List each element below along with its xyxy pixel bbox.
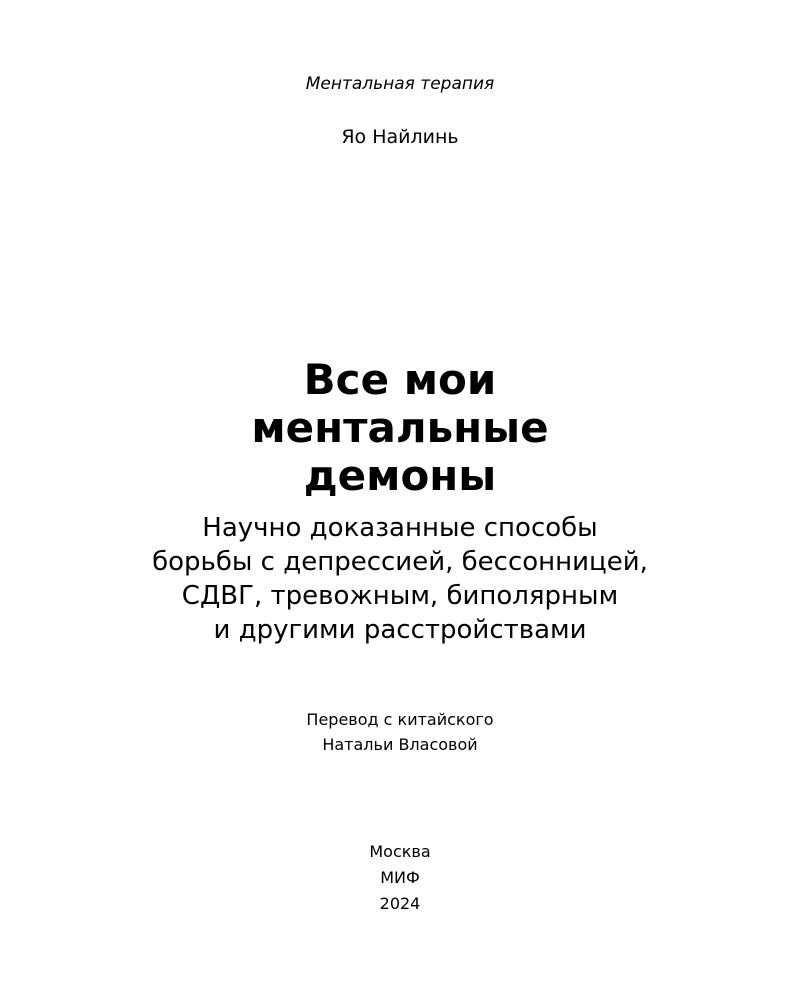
imprint xyxy=(0,839,800,917)
book-subtitle-line: СДВГ, тревожным, биполярным xyxy=(181,581,619,611)
imprint-city: Москва xyxy=(369,842,431,861)
book-subtitle-line: и другими расстройствами xyxy=(213,615,587,645)
book-title-line: ментальные xyxy=(251,403,549,452)
imprint-year: 2024 xyxy=(379,894,421,913)
translation-credit xyxy=(0,707,800,757)
book-title xyxy=(0,356,800,500)
imprint-publisher: МИФ xyxy=(380,868,420,887)
author-name: Яо Найлинь xyxy=(341,126,459,148)
book-title-line: Все мои xyxy=(303,355,497,404)
book-subtitle xyxy=(0,511,800,647)
translation-credit-line: Перевод с китайского xyxy=(306,710,494,729)
book-title-line: демоны xyxy=(303,451,497,500)
series-name: Ментальная терапия xyxy=(305,74,495,94)
book-subtitle-line: Научно доказанные способы xyxy=(202,513,598,543)
translator-name: Натальи Власовой xyxy=(322,735,478,754)
book-subtitle-line: борьбы с депрессией, бессонницей, xyxy=(152,547,648,577)
